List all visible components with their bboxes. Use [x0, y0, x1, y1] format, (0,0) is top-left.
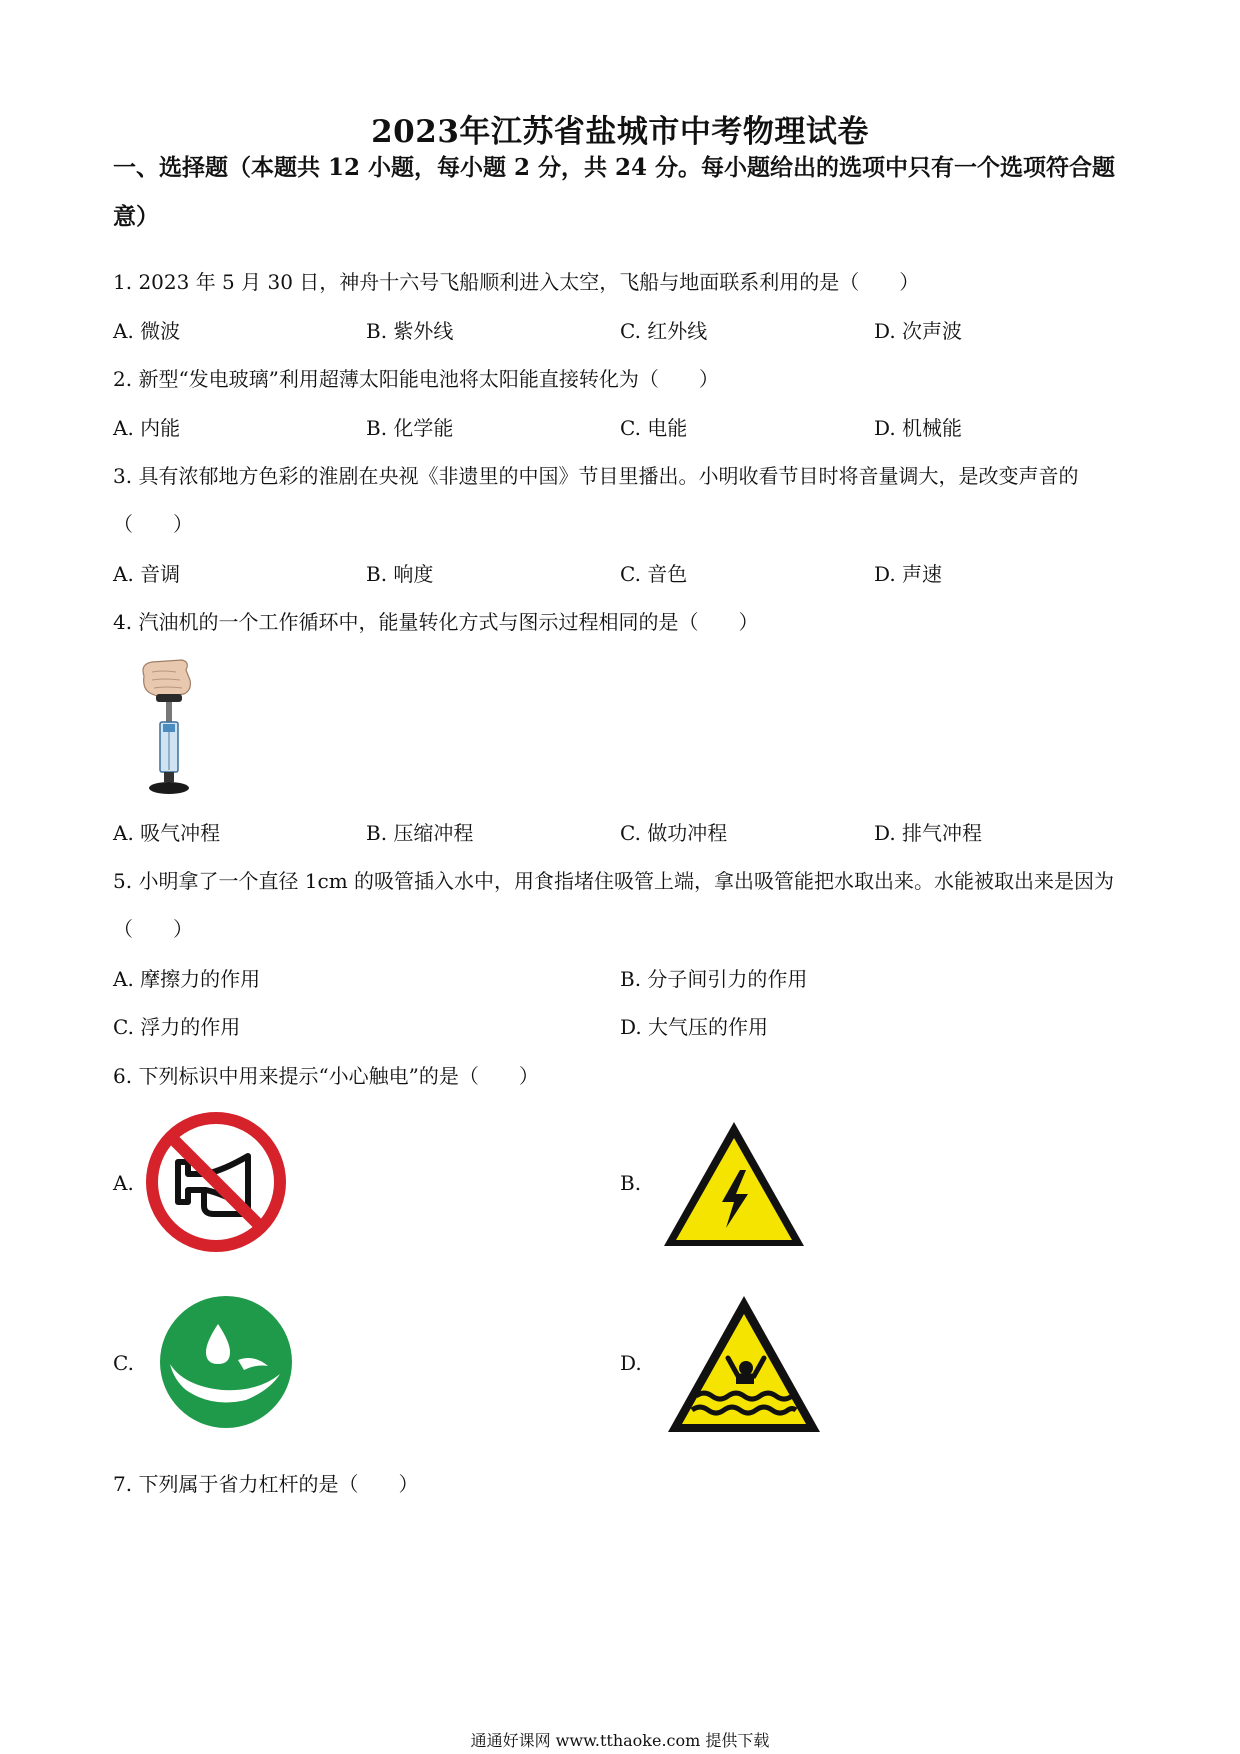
save-water-sign — [158, 1294, 294, 1430]
question-7-stem: 7. 下列属于省力杠杆的是（ ） — [113, 1472, 419, 1496]
question-2-option-a: A. 内能 — [113, 416, 181, 440]
question-6-option-c: C. — [113, 1351, 134, 1375]
question-5-option-d: D. 大气压的作用 — [620, 1015, 769, 1039]
question-6-option-b: B. — [620, 1171, 642, 1195]
question-5-stem: 5. 小明拿了一个直径 1cm 的吸管插入水中，用食指堵住吸管上端，拿出吸管能把水取出来。水能被取出来是因为（ ） — [113, 869, 1115, 941]
question-6-option-a: A. — [113, 1171, 134, 1195]
question-6-option-d: D. — [620, 1351, 642, 1375]
question-6-stem: 6. 下列标识中用来提示“小心触电”的是（ ） — [113, 1064, 539, 1088]
question-3-option-c: C. 音色 — [620, 562, 688, 586]
pump-handle — [156, 694, 182, 702]
question-2-option-d: D. 机械能 — [874, 416, 963, 440]
question-3-stem: 3. 具有浓郁地方色彩的淮剧在央视《非遗里的中国》节目里播出。小明收看节目时将音量调大，是改变声音的（ ） — [113, 464, 1079, 536]
no-horn-sign — [144, 1110, 288, 1254]
question-4-option-b: B. 压缩冲程 — [366, 821, 474, 845]
question-3-option-b: B. 响度 — [366, 562, 434, 586]
question-1-option-b: B. 紫外线 — [366, 319, 454, 343]
question-1-option-a: A. 微波 — [113, 319, 181, 343]
electric-shock-warning-sign — [658, 1116, 810, 1252]
air-pump-figure — [130, 658, 210, 798]
question-2-stem: 2. 新型“发电玻璃”利用超薄太阳能电池将太阳能直接转化为（ ） — [113, 367, 719, 391]
question-1-option-c: C. 红外线 — [620, 319, 708, 343]
drowning-warning-sign — [664, 1292, 824, 1438]
question-3-option-a: A. 音调 — [113, 562, 181, 586]
question-2-option-c: C. 电能 — [620, 416, 688, 440]
pump-base — [149, 782, 189, 794]
question-4-stem: 4. 汽油机的一个工作循环中，能量转化方式与图示过程相同的是（ ） — [113, 610, 759, 634]
section-heading: 一、选择题（本题共 12 小题，每小题 2 分，共 24 分。每小题给出的选项中只有一个选项符合题意） — [113, 154, 1116, 230]
question-5-option-a: A. 摩擦力的作用 — [113, 967, 261, 991]
pump-rod — [166, 702, 172, 722]
question-1-option-d: D. 次声波 — [874, 319, 963, 343]
question-5-option-c: C. 浮力的作用 — [113, 1015, 241, 1039]
question-4-option-d: D. 排气冲程 — [874, 821, 983, 845]
page-footer: 通通好课网 www.tthaoke.com 提供下载 — [470, 1731, 770, 1750]
question-1-stem: 1. 2023 年 5 月 30 日，神舟十六号飞船顺利进入太空，飞船与地面联系利用的是（ ） — [113, 270, 920, 294]
question-4-option-a: A. 吸气冲程 — [113, 821, 221, 845]
hand-shape — [143, 660, 190, 697]
question-2-option-b: B. 化学能 — [366, 416, 454, 440]
question-5-option-b: B. 分子间引力的作用 — [620, 967, 808, 991]
question-4-option-c: C. 做功冲程 — [620, 821, 728, 845]
page-title: 2023年江苏省盐城市中考物理试卷 — [371, 114, 869, 150]
question-3-option-d: D. 声速 — [874, 562, 943, 586]
